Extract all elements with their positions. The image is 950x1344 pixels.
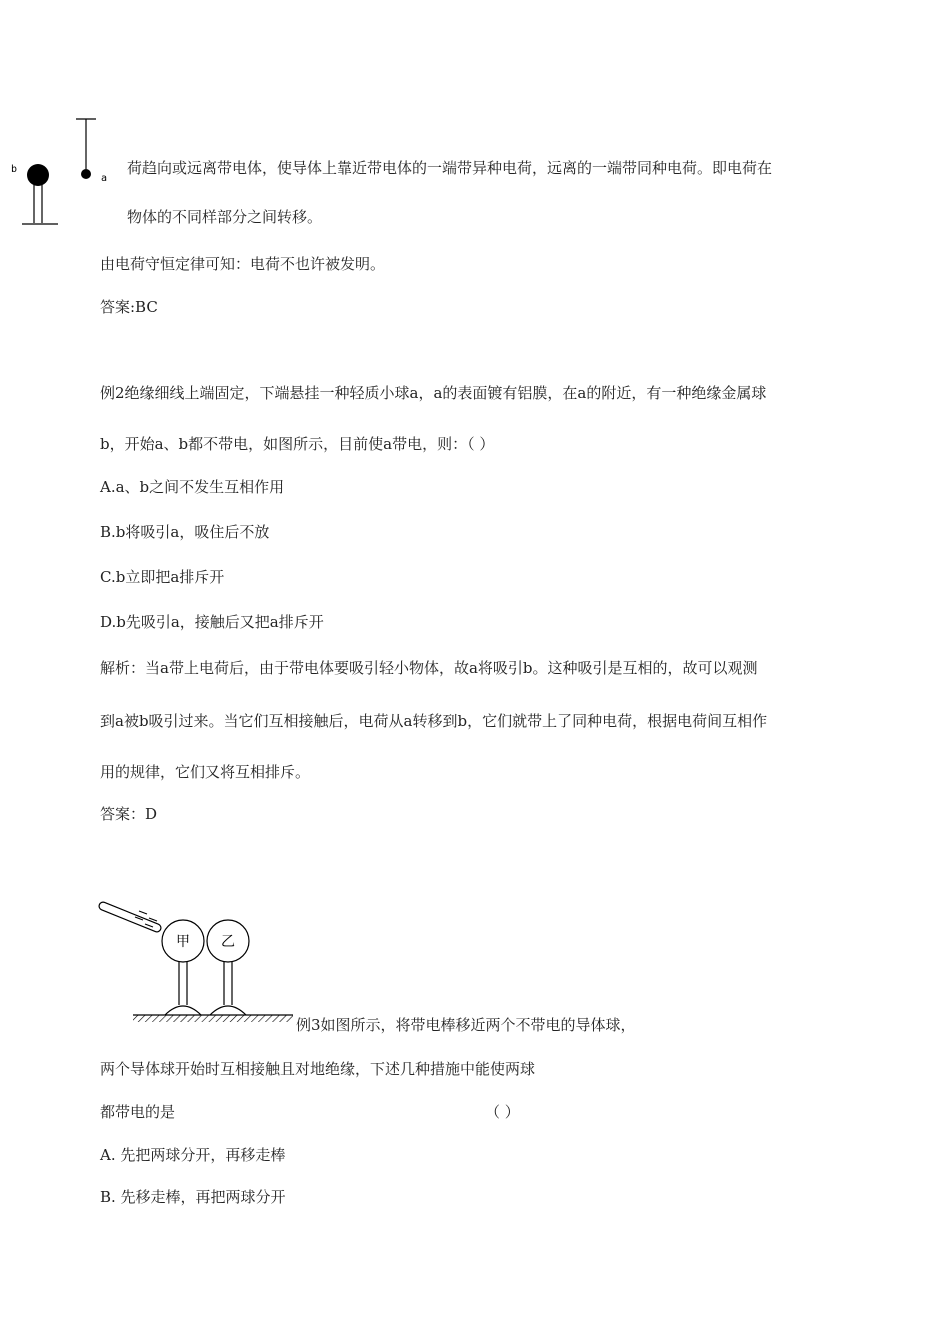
- ex3-paren: （ ）: [485, 1103, 520, 1121]
- figure-suspended-ball: [0, 110, 110, 235]
- ex2-line1: 例2绝缘细线上端固定，下端悬挂一种轻质小球a，a的表面镀有铝膜，在a的附近，有一种绝缘金属球: [100, 384, 767, 402]
- ex2-line2: b，开始a、b都不带电，如图所示，目前使a带电，则：（ ）: [100, 435, 495, 453]
- p2: 由电荷守恒定律可知：电荷不也许被发明。: [100, 255, 386, 273]
- ex3-line1: 例3如图所示，将带电棒移近两个不带电的导体球，: [296, 1016, 636, 1034]
- answer-1: 答案:BC: [100, 298, 158, 316]
- insulating-ground: [133, 1015, 293, 1022]
- svg-text:乙: 乙: [221, 934, 235, 950]
- label-a: a: [101, 173, 108, 184]
- ex3-line2: 两个导体球开始时互相接触且对地绝缘，下述几种措施中能使两球: [100, 1060, 536, 1078]
- ex2-option-c: C.b立即把a排斥开: [100, 568, 225, 586]
- answer-2: 答案：D: [100, 805, 158, 823]
- p1-line2: 物体的不同样部分之间转移。: [127, 208, 323, 226]
- ex3-line3: 都带电的是: [100, 1103, 176, 1121]
- svg-text:甲: 甲: [176, 934, 190, 950]
- ex3-option-a: A. 先把两球分开，再移走棒: [100, 1146, 286, 1164]
- label-b: b: [11, 164, 18, 175]
- ex2-option-d: D.b先吸引a，接触后又把a排斥开: [100, 613, 324, 631]
- conductor-ball-jia: [162, 920, 204, 1015]
- metal-ball-b: [27, 164, 49, 186]
- conductor-ball-yi: [207, 920, 249, 1015]
- ex2-option-b: B.b将吸引a，吸住后不放: [100, 523, 270, 541]
- ex3-option-b: B. 先移走棒，再把两球分开: [100, 1188, 286, 1206]
- ex2-analysis-1: 解析：当a带上电荷后，由于带电体要吸引轻小物体，故a将吸引b。这种吸引是互相的，故可以观测: [100, 659, 758, 677]
- ex2-analysis-3: 用的规律，它们又将互相排斥。: [100, 763, 311, 781]
- charged-rod: [98, 901, 162, 933]
- ex2-option-a: A.a、b之间不发生互相作用: [100, 478, 285, 496]
- light-ball-a: [81, 169, 91, 179]
- ex2-analysis-2: 到a被b吸引过来。当它们互相接触后，电荷从a转移到b，它们就带上了同种电荷，根据电荷间互相作: [100, 712, 768, 730]
- p1-line1: 荷趋向或远离带电体，使导体上靠近带电体的一端带异种电荷，远离的一端带同种电荷。即电荷在: [127, 159, 773, 177]
- figure-two-conductors: [95, 895, 300, 1030]
